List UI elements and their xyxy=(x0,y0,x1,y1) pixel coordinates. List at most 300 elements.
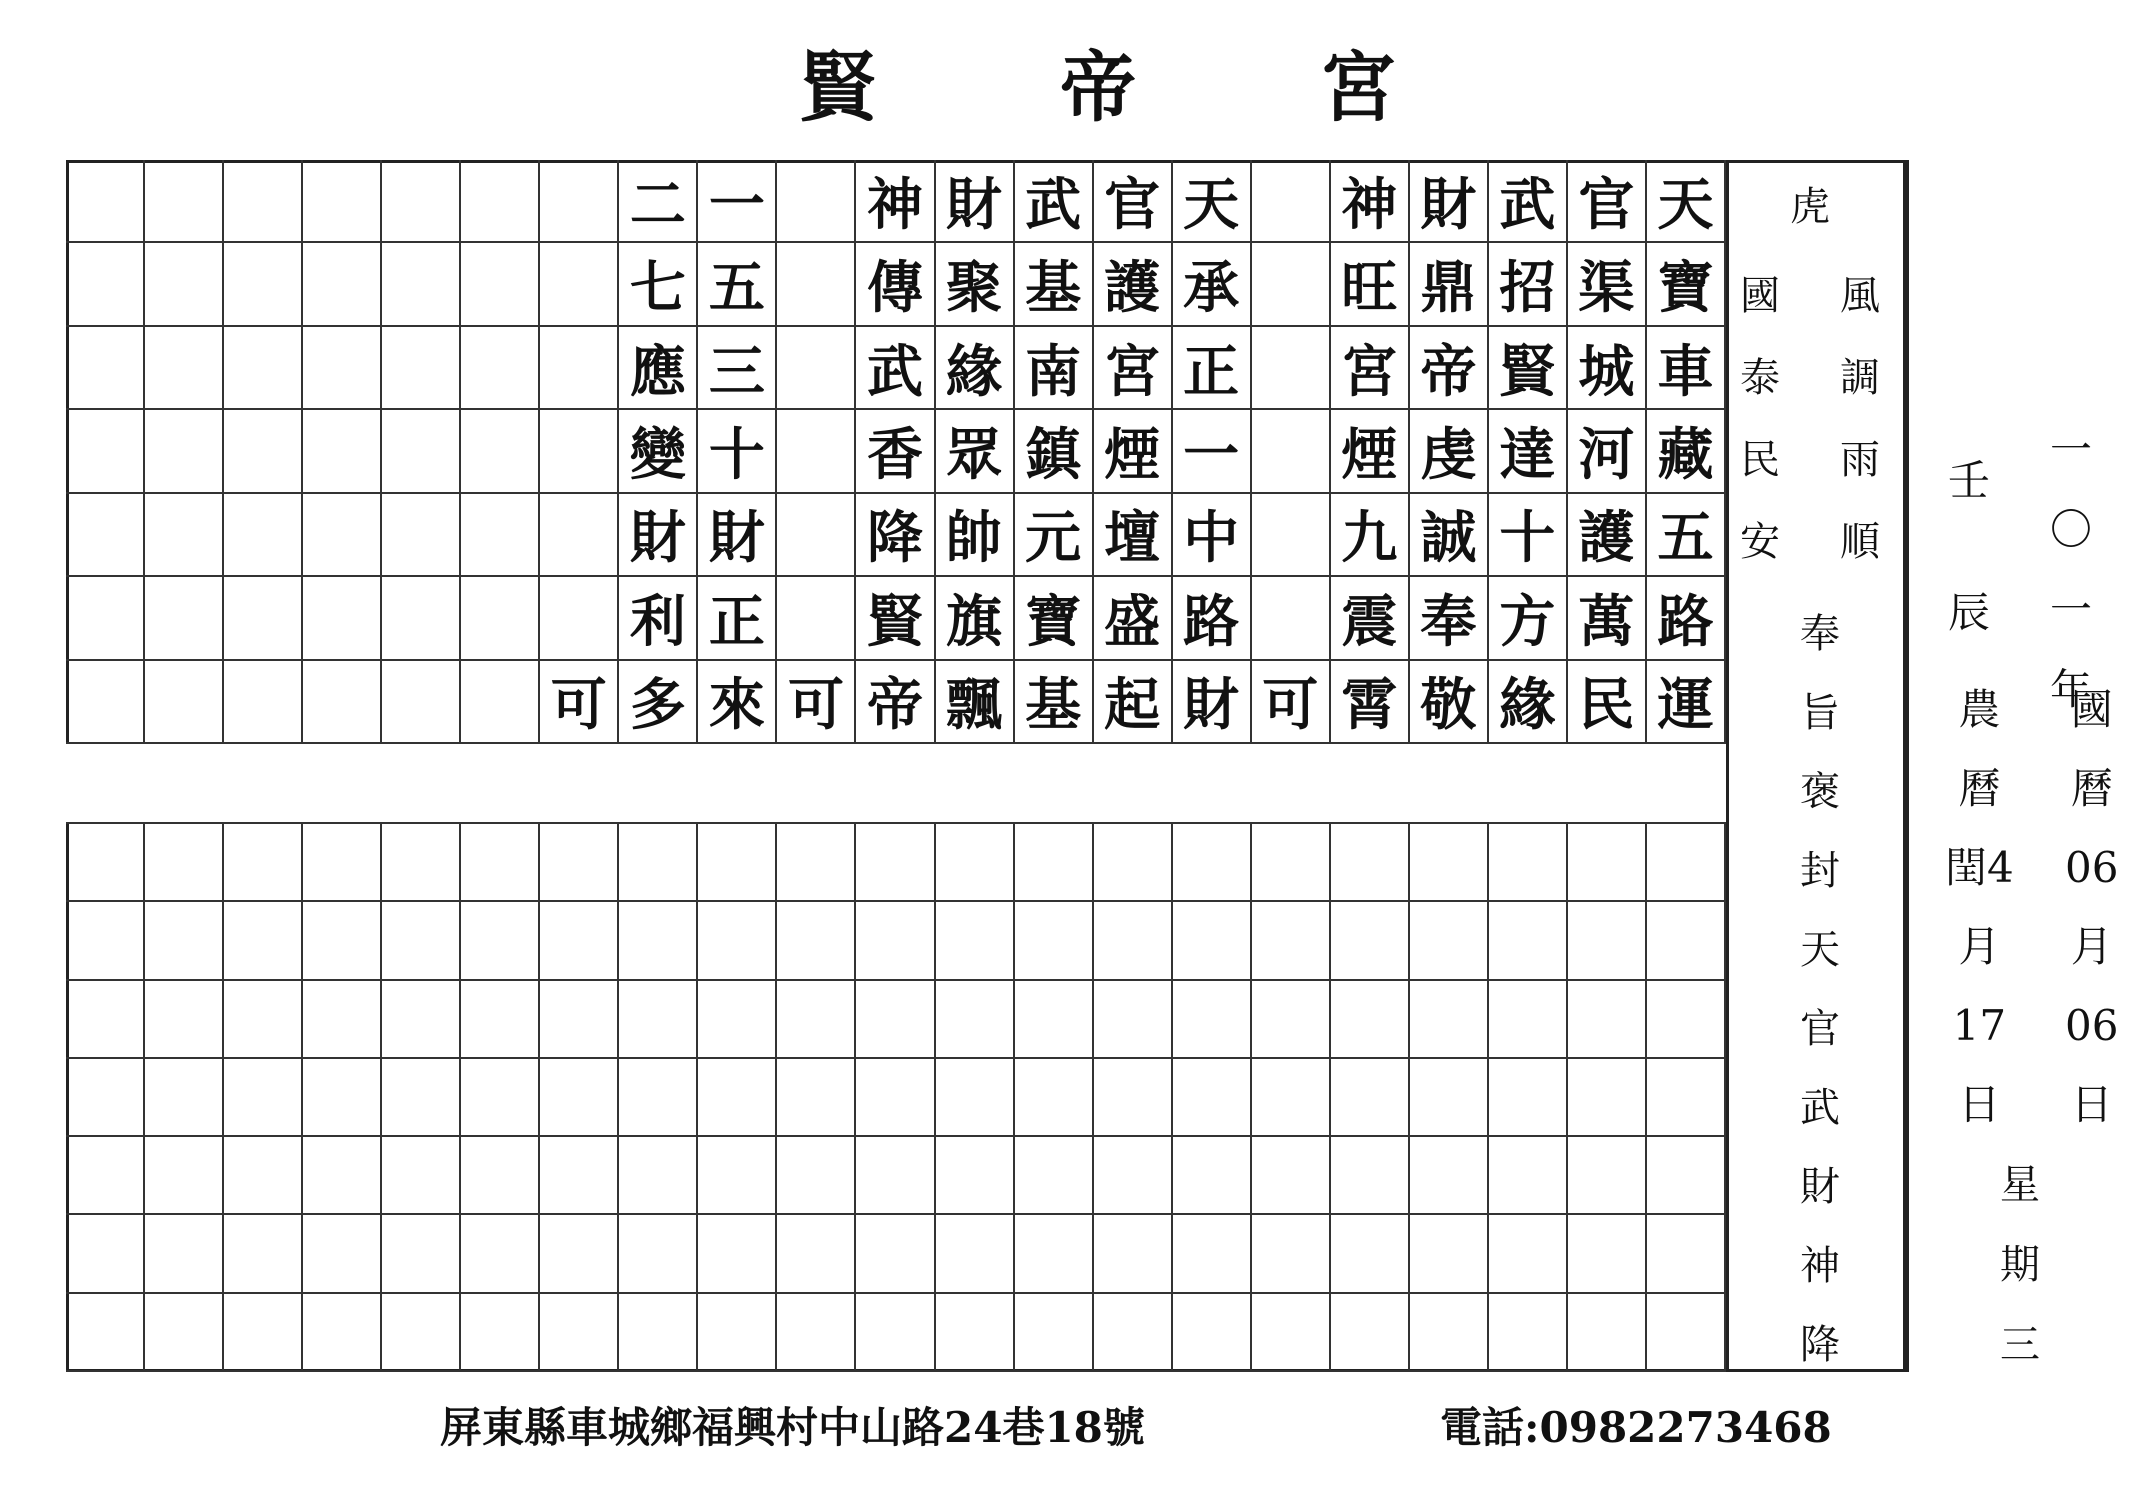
blessing-char: 國 xyxy=(1740,273,1780,319)
grid-cell-empty xyxy=(1568,902,1647,980)
grid-cell-empty xyxy=(1331,1294,1410,1372)
national-date-part: 日 xyxy=(2070,1080,2113,1129)
grid-cell: 承 xyxy=(1173,243,1252,326)
grid-cell-empty xyxy=(936,1137,1015,1215)
phone-text: 電話:0982273468 xyxy=(1440,1403,1832,1452)
decree-char: 奉 xyxy=(1800,611,1840,657)
grid-cell xyxy=(777,410,856,493)
grid-cell: 基 xyxy=(1015,243,1094,326)
grid-cell: 路 xyxy=(1647,577,1726,660)
grid-cell xyxy=(145,410,224,493)
grid-cell-empty xyxy=(461,902,540,980)
grid-cell-empty xyxy=(145,1137,224,1215)
grid-cell xyxy=(66,494,145,577)
grid-cell: 緣 xyxy=(1489,661,1568,744)
grid-cell xyxy=(461,160,540,243)
grid-cell-empty xyxy=(1094,824,1173,902)
lunar-date-part: 17 xyxy=(1952,1001,2007,1050)
grid-cell xyxy=(224,577,303,660)
grid-cell-empty xyxy=(1094,1294,1173,1372)
grid-cell-empty xyxy=(145,1215,224,1293)
grid-cell-empty xyxy=(1015,824,1094,902)
grid-cell xyxy=(224,160,303,243)
grid-cell-empty xyxy=(1252,824,1331,902)
grid-cell-empty xyxy=(1489,1294,1568,1372)
grid-cell: 藏 xyxy=(1647,410,1726,493)
grid-cell-empty xyxy=(1647,1294,1726,1372)
grid-cell: 飄 xyxy=(936,661,1015,744)
grid-cell-empty xyxy=(1173,1294,1252,1372)
grid-cell-empty xyxy=(224,981,303,1059)
grid-cell xyxy=(1252,494,1331,577)
blank-band xyxy=(66,744,1726,824)
grid-cell-empty xyxy=(382,902,461,980)
grid-cell xyxy=(303,327,382,410)
grid-cell xyxy=(303,410,382,493)
blessing-char: 泰 xyxy=(1740,355,1780,401)
decree-char: 神 xyxy=(1800,1243,1840,1289)
lunar-date-column xyxy=(1945,670,2014,1144)
lunar-date-part: 曆 xyxy=(1958,764,2001,813)
grid-cell: 煙 xyxy=(1094,410,1173,493)
grid-cell-empty xyxy=(777,981,856,1059)
grid-cell: 盛 xyxy=(1094,577,1173,660)
grid-cell: 一 xyxy=(698,160,777,243)
grid-cell: 車 xyxy=(1647,327,1726,410)
grid-cell-empty xyxy=(1252,1215,1331,1293)
grid-cell: 基 xyxy=(1015,661,1094,744)
grid-cell-empty xyxy=(540,981,619,1059)
grid-cell-empty xyxy=(540,902,619,980)
national-date-part: 月 xyxy=(2070,922,2113,971)
grid-cell-empty xyxy=(303,824,382,902)
grid-cell-empty xyxy=(1647,981,1726,1059)
grid-cell xyxy=(145,160,224,243)
grid-cell-empty xyxy=(936,1294,1015,1372)
grid-cell xyxy=(461,243,540,326)
grid-cell xyxy=(777,327,856,410)
blessing-char: 雨 xyxy=(1840,437,1880,483)
grid-cell: 民 xyxy=(1568,661,1647,744)
grid-cell-empty xyxy=(936,824,1015,902)
grid-cell-empty xyxy=(856,1215,935,1293)
grid-cell-empty xyxy=(1331,902,1410,980)
weekday-column xyxy=(2000,1145,2040,1385)
grid-cell xyxy=(145,494,224,577)
grid-cell xyxy=(224,494,303,577)
grid-cell-empty xyxy=(66,1294,145,1372)
grid-cell xyxy=(303,661,382,744)
grid-cell-empty xyxy=(619,1137,698,1215)
grid-cell: 傳 xyxy=(856,243,935,326)
year-char: 一 xyxy=(2050,585,2093,634)
grid-cell-empty xyxy=(619,1294,698,1372)
decree-char: 封 xyxy=(1800,848,1840,894)
grid-cell-empty xyxy=(1489,981,1568,1059)
grid-cell: 招 xyxy=(1489,243,1568,326)
grid-cell-empty xyxy=(619,1059,698,1137)
grid-cell-empty xyxy=(66,902,145,980)
grid-cell xyxy=(303,494,382,577)
grid-cell-empty xyxy=(145,824,224,902)
grid-cell-empty xyxy=(540,1215,619,1293)
poem-grid xyxy=(66,160,1726,1372)
grid-cell-empty xyxy=(1568,1215,1647,1293)
grid-cell-empty xyxy=(382,1215,461,1293)
decree-char: 褒 xyxy=(1800,769,1840,815)
grid-cell: 二 xyxy=(619,160,698,243)
grid-cell xyxy=(145,327,224,410)
grid-cell-empty xyxy=(145,1294,224,1372)
grid-cell: 護 xyxy=(1568,494,1647,577)
grid-cell: 七 xyxy=(619,243,698,326)
grid-cell-empty xyxy=(1094,902,1173,980)
grid-cell: 緣 xyxy=(936,327,1015,410)
grid-cell-empty xyxy=(461,1294,540,1372)
grid-cell: 運 xyxy=(1647,661,1726,744)
grid-cell-empty xyxy=(1015,1294,1094,1372)
grid-cell-empty xyxy=(382,1137,461,1215)
grid-cell: 南 xyxy=(1015,327,1094,410)
grid-cell-empty xyxy=(1489,824,1568,902)
grid-cell: 財 xyxy=(619,494,698,577)
grid-cell: 霄 xyxy=(1331,661,1410,744)
grid-cell-empty xyxy=(1173,981,1252,1059)
grid-cell-empty xyxy=(66,1059,145,1137)
grid-cell: 煙 xyxy=(1331,410,1410,493)
blessing-left-column xyxy=(1740,255,1780,583)
grid-cell-empty xyxy=(540,1059,619,1137)
grid-cell-empty xyxy=(1489,1059,1568,1137)
grid-cell: 可 xyxy=(1252,661,1331,744)
grid-cell: 旺 xyxy=(1331,243,1410,326)
grid-cell-empty xyxy=(1647,824,1726,902)
grid-cell-empty xyxy=(1410,1294,1489,1372)
grid-cell: 宮 xyxy=(1331,327,1410,410)
grid-cell xyxy=(382,577,461,660)
grid-cell-empty xyxy=(698,1059,777,1137)
grid-cell-empty xyxy=(1173,902,1252,980)
grid-cell: 賢 xyxy=(1489,327,1568,410)
grid-cell: 聚 xyxy=(936,243,1015,326)
grid-cell-empty xyxy=(1568,1059,1647,1137)
grid-cell-empty xyxy=(1489,902,1568,980)
grid-cell: 五 xyxy=(1647,494,1726,577)
grid-cell-empty xyxy=(1173,1137,1252,1215)
grid-cell xyxy=(382,410,461,493)
grid-cell xyxy=(382,243,461,326)
grid-cell xyxy=(540,243,619,326)
grid-cell-empty xyxy=(1173,1059,1252,1137)
grid-cell-empty xyxy=(1568,1294,1647,1372)
grid-cell-empty xyxy=(66,1215,145,1293)
grid-cell-empty xyxy=(303,1294,382,1372)
grid-cell: 武 xyxy=(1015,160,1094,243)
grid-cell-empty xyxy=(1568,1137,1647,1215)
grid-cell-empty xyxy=(1410,1059,1489,1137)
grid-cell: 元 xyxy=(1015,494,1094,577)
grid-cell-empty xyxy=(856,981,935,1059)
grid-cell-empty xyxy=(698,1294,777,1372)
grid-cell-empty xyxy=(777,1215,856,1293)
grid-cell-empty xyxy=(1252,902,1331,980)
grid-cell: 鎮 xyxy=(1015,410,1094,493)
national-date-part: 06 xyxy=(2065,1001,2119,1050)
grid-cell-empty xyxy=(382,824,461,902)
grid-cell: 神 xyxy=(1331,160,1410,243)
grid-cell: 帝 xyxy=(856,661,935,744)
grid-cell-empty xyxy=(936,1059,1015,1137)
grid-cell-empty xyxy=(461,1137,540,1215)
grid-cell: 官 xyxy=(1094,160,1173,243)
grid-cell xyxy=(224,410,303,493)
grid-cell: 九 xyxy=(1331,494,1410,577)
grid-cell: 帥 xyxy=(936,494,1015,577)
grid-cell xyxy=(303,577,382,660)
blessing-char: 調 xyxy=(1840,355,1880,401)
blessing-top xyxy=(1790,175,1830,232)
grid-cell: 天 xyxy=(1647,160,1726,243)
grid-cell-empty xyxy=(936,902,1015,980)
grid-cell-empty xyxy=(1647,1215,1726,1293)
grid-cell xyxy=(66,160,145,243)
grid-cell xyxy=(1252,410,1331,493)
grid-cell xyxy=(777,577,856,660)
grid-cell: 鼎 xyxy=(1410,243,1489,326)
grid-cell-empty xyxy=(619,824,698,902)
grid-cell-empty xyxy=(1489,1137,1568,1215)
grid-cell-empty xyxy=(619,902,698,980)
grid-cell-empty xyxy=(1331,1215,1410,1293)
grid-cell xyxy=(382,661,461,744)
grid-cell-empty xyxy=(856,1294,935,1372)
blessing-char: 風 xyxy=(1840,273,1880,319)
grid-cell: 帝 xyxy=(1410,327,1489,410)
grid-cell: 可 xyxy=(777,661,856,744)
grid-cell-empty xyxy=(1015,981,1094,1059)
grid-cell-empty xyxy=(461,981,540,1059)
grid-cell-empty xyxy=(540,824,619,902)
grid-cell-empty xyxy=(224,902,303,980)
grid-cell: 誠 xyxy=(1410,494,1489,577)
grid-cell-empty xyxy=(540,1137,619,1215)
grid-cell xyxy=(540,327,619,410)
grid-cell-empty xyxy=(224,1059,303,1137)
grid-cell: 十 xyxy=(698,410,777,493)
grid-cell xyxy=(145,661,224,744)
grid-cell xyxy=(66,661,145,744)
grid-cell: 正 xyxy=(698,577,777,660)
weekday-char: 期 xyxy=(2000,1242,2040,1288)
grid-cell: 虔 xyxy=(1410,410,1489,493)
grid-cell: 正 xyxy=(1173,327,1252,410)
grid-cell-empty xyxy=(1015,1137,1094,1215)
grid-cell xyxy=(540,410,619,493)
grid-cell: 壇 xyxy=(1094,494,1173,577)
grid-cell-empty xyxy=(303,902,382,980)
grid-cell-empty xyxy=(1173,824,1252,902)
grid-cell xyxy=(540,494,619,577)
title-char-3: 宮 xyxy=(1320,43,1396,132)
grid-cell-empty xyxy=(1252,1294,1331,1372)
grid-cell-empty xyxy=(698,824,777,902)
grid-cell-empty xyxy=(1410,824,1489,902)
grid-cell: 宮 xyxy=(1094,327,1173,410)
grid-cell-empty xyxy=(224,1137,303,1215)
grid-cell-empty xyxy=(461,824,540,902)
grid-cell-empty xyxy=(224,1215,303,1293)
grid-cell: 天 xyxy=(1173,160,1252,243)
address-text: 屏東縣車城鄉福興村中山路24巷18號 xyxy=(440,1403,1145,1452)
grid-cell xyxy=(145,243,224,326)
decree-char: 旨 xyxy=(1800,690,1840,736)
blessing-top-char: 虎 xyxy=(1790,184,1830,230)
grid-cell-empty xyxy=(777,1137,856,1215)
year-char: 〇 xyxy=(2050,505,2093,554)
grid-cell-empty xyxy=(1568,824,1647,902)
grid-cell xyxy=(777,243,856,326)
grid-cell xyxy=(540,160,619,243)
grid-cell xyxy=(461,661,540,744)
grid-cell xyxy=(461,577,540,660)
grid-cell-empty xyxy=(1410,902,1489,980)
decree-char: 官 xyxy=(1800,1006,1840,1052)
grid-cell-empty xyxy=(382,981,461,1059)
grid-cell-empty xyxy=(1094,981,1173,1059)
decree-char: 降 xyxy=(1800,1322,1840,1368)
blessing-char: 順 xyxy=(1840,519,1880,565)
grid-cell xyxy=(66,327,145,410)
grid-cell: 河 xyxy=(1568,410,1647,493)
blessing-right-border xyxy=(1906,160,1909,1372)
weekday-char: 星 xyxy=(2000,1162,2040,1208)
grid-cell-empty xyxy=(1331,824,1410,902)
grid-cell: 應 xyxy=(619,327,698,410)
grid-cell: 變 xyxy=(619,410,698,493)
blessing-char: 民 xyxy=(1740,437,1780,483)
grid-cell-empty xyxy=(698,1137,777,1215)
grid-cell xyxy=(382,160,461,243)
grid-cell-empty xyxy=(66,824,145,902)
grid-cell-empty xyxy=(698,981,777,1059)
grid-cell xyxy=(1252,160,1331,243)
grid-cell xyxy=(777,494,856,577)
grid-cell xyxy=(461,410,540,493)
grid-cell: 財 xyxy=(936,160,1015,243)
national-date-column xyxy=(2065,670,2118,1144)
decree-char: 財 xyxy=(1800,1164,1840,1210)
grid-cell-empty xyxy=(303,981,382,1059)
grid-cell-empty xyxy=(1568,981,1647,1059)
grid-cell: 利 xyxy=(619,577,698,660)
grid-cell: 寶 xyxy=(1647,243,1726,326)
grid-cell xyxy=(461,494,540,577)
grid-cell-empty xyxy=(66,1137,145,1215)
grid-cell-empty xyxy=(540,1294,619,1372)
grid-cell-empty xyxy=(1015,1059,1094,1137)
grid-cell: 奉 xyxy=(1410,577,1489,660)
grid-cell-empty xyxy=(303,1215,382,1293)
national-date-part: 06 xyxy=(2065,843,2119,892)
lunar-date-part: 月 xyxy=(1958,922,2001,971)
grid-cell: 財 xyxy=(1173,661,1252,744)
grid-cell: 財 xyxy=(1410,160,1489,243)
grid-cell: 方 xyxy=(1489,577,1568,660)
grid-cell: 十 xyxy=(1489,494,1568,577)
temple-title xyxy=(0,38,2146,138)
grid-cell xyxy=(66,410,145,493)
grid-cell: 路 xyxy=(1173,577,1252,660)
grid-cell: 武 xyxy=(1489,160,1568,243)
lunar-date-part: 農 xyxy=(1958,685,2001,734)
grid-cell xyxy=(66,243,145,326)
grid-cell-empty xyxy=(1410,981,1489,1059)
grid-cell-empty xyxy=(1094,1215,1173,1293)
grid-cell xyxy=(540,577,619,660)
grid-cell-empty xyxy=(698,1215,777,1293)
grid-cell-empty xyxy=(145,1059,224,1137)
grid-cell: 護 xyxy=(1094,243,1173,326)
grid-cell-empty xyxy=(224,1294,303,1372)
grid-cell xyxy=(224,327,303,410)
grid-cell-empty xyxy=(224,824,303,902)
grid-cell: 中 xyxy=(1173,494,1252,577)
ganzhi-column xyxy=(1948,415,1990,679)
grid-cell xyxy=(66,577,145,660)
grid-cell-empty xyxy=(777,902,856,980)
grid-cell: 眾 xyxy=(936,410,1015,493)
grid-cell xyxy=(461,327,540,410)
title-char-2: 帝 xyxy=(1060,43,1136,132)
grid-cell: 起 xyxy=(1094,661,1173,744)
grid-cell-empty xyxy=(698,902,777,980)
grid-cell-empty xyxy=(1331,981,1410,1059)
grid-cell-empty xyxy=(1173,1215,1252,1293)
grid-cell xyxy=(777,160,856,243)
grid-cell xyxy=(224,661,303,744)
grid-cell-empty xyxy=(856,1059,935,1137)
grid-cell xyxy=(303,243,382,326)
grid-cell: 五 xyxy=(698,243,777,326)
ganzhi-char: 壬 xyxy=(1948,456,1991,505)
blessing-char: 安 xyxy=(1740,519,1780,565)
grid-cell-empty xyxy=(1331,1137,1410,1215)
grid-cell-empty xyxy=(1647,902,1726,980)
grid-cell-empty xyxy=(1015,902,1094,980)
decree-column xyxy=(1800,595,1840,1385)
grid-cell-empty xyxy=(1489,1215,1568,1293)
lunar-date-part: 閏4 xyxy=(1945,843,2014,892)
grid-cell: 旗 xyxy=(936,577,1015,660)
grid-cell: 三 xyxy=(698,327,777,410)
grid-cell: 武 xyxy=(856,327,935,410)
grid-cell-empty xyxy=(619,981,698,1059)
ganzhi-char: 辰 xyxy=(1948,588,1991,637)
grid-cell-empty xyxy=(461,1215,540,1293)
grid-cell-empty xyxy=(1094,1137,1173,1215)
grid-cell: 香 xyxy=(856,410,935,493)
grid-cell: 官 xyxy=(1568,160,1647,243)
grid-cell-empty xyxy=(1647,1059,1726,1137)
grid-cell xyxy=(1252,327,1331,410)
grid-cell xyxy=(1252,577,1331,660)
grid-cell: 渠 xyxy=(1568,243,1647,326)
grid-cell-empty xyxy=(936,1215,1015,1293)
grid-cell-empty xyxy=(777,824,856,902)
year-char: 一 xyxy=(2050,425,2093,474)
grid-cell: 降 xyxy=(856,494,935,577)
grid-cell xyxy=(303,160,382,243)
